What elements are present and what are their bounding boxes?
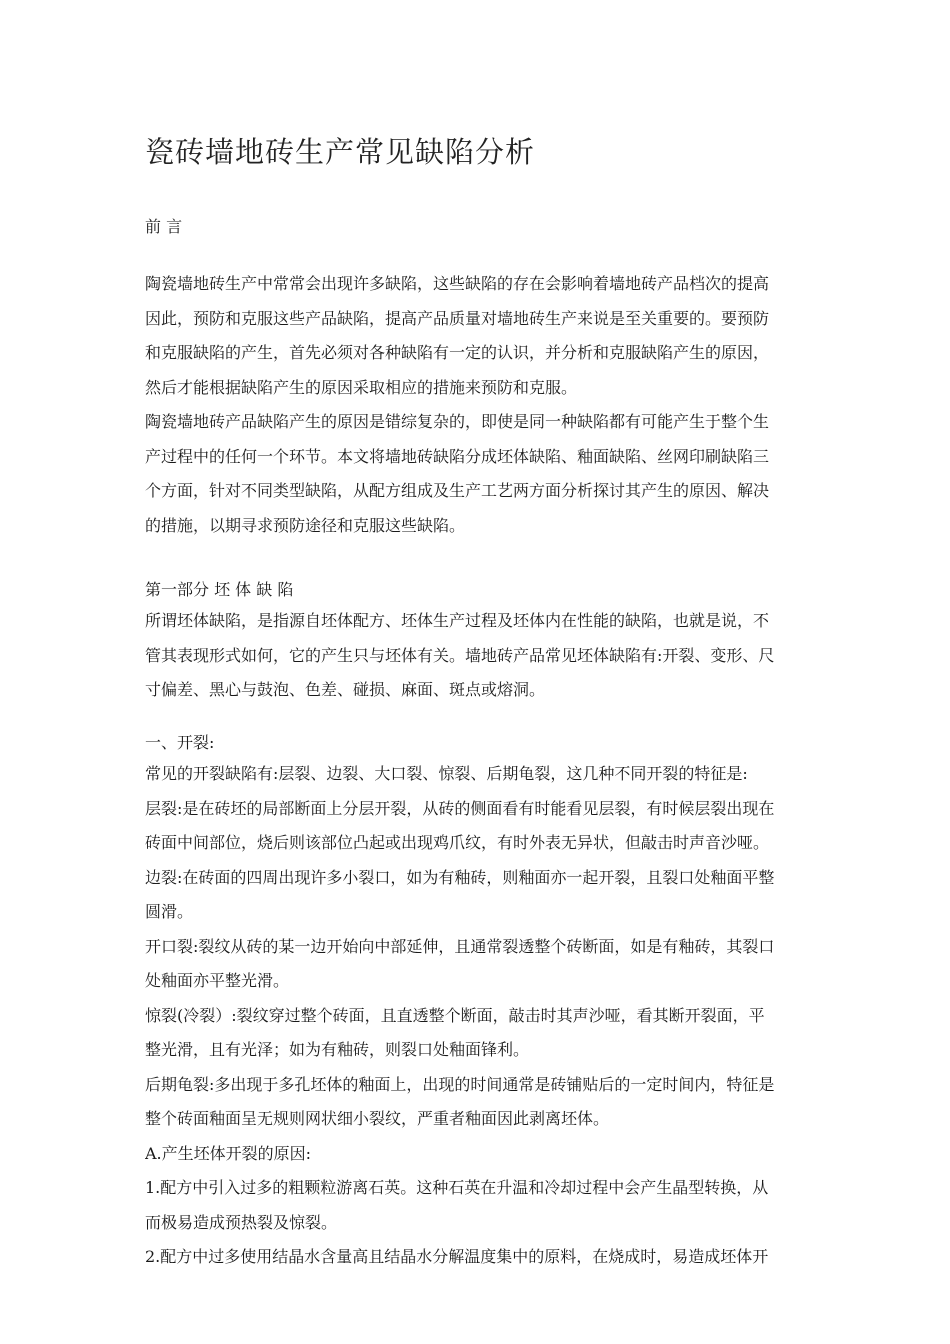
text-line: 陶瓷墙地砖产品缺陷产生的原因是错综复杂的，即使是同一种缺陷都有可能产生于整个生 [145,412,770,431]
preface-body [145,267,810,543]
text-line: A.产生坯体开裂的原因: [145,1143,312,1163]
crack-heading: 一、开裂: [145,733,215,752]
text-line: 层裂:是在砖坯的局部断面上分层开裂，从砖的侧面看有时能看见层裂，有时候层裂出现在 [145,798,775,818]
text-line: 边裂:在砖面的四周出现许多小裂口，如为有釉砖，则釉面亦一起开裂，且裂口处釉面平整 [145,867,775,887]
text-line: 常见的开裂缺陷有:层裂、边裂、大口裂、惊裂、后期龟裂，这几种不同开裂的特征是: [145,764,748,783]
text-line: 后期龟裂:多出现于多孔坯体的釉面上，出现的时间通常是砖铺贴后的一定时间内，特征是 [145,1074,775,1094]
text-line: 寸偏差、黑心与鼓泡、色差、碰损、麻面、斑点或熔洞。 [145,680,546,699]
text-line: 个方面，针对不同类型缺陷，从配方组成及生产工艺两方面分析探讨其产生的原因、解决 [145,481,770,500]
text-line: 然后才能根据缺陷产生的原因采取相应的措施来预防和克服。 [145,377,578,397]
text-line: 的措施，以期寻求预防途径和克服这些缺陷。 [145,515,466,535]
part1-heading: 第一部分 坯 体 缺 陷 [145,580,294,599]
text-line: 惊裂(冷裂）:裂纹穿过整个砖面，且直透整个断面，敲击时其声沙哑，看其断开裂面，平 [145,1005,765,1025]
text-line: 圆滑。 [145,902,194,921]
crack-body [145,757,810,1275]
text-line: 砖面中间部位，烧后则该部位凸起或出现鸡爪纹，有时外表无异状，但敲击时声音沙哑。 [145,833,770,852]
text-line: 所谓坯体缺陷，是指源自坯体配方、坯体生产过程及坯体内在性能的缺陷，也就是说，不 [145,611,770,630]
text-line: 管其表现形式如何，它的产生只与坯体有关。墙地砖产品常见坯体缺陷有:开裂、变形、尺 [145,645,775,665]
text-line: 陶瓷墙地砖生产中常常会出现许多缺陷，这些缺陷的存在会影响着墙地砖产品档次的提高 [145,274,770,293]
document-title: 瓷砖墙地砖生产常见缺陷分析 [145,135,536,169]
preface-paragraph-2 [145,405,810,543]
text-line: 2.配方中过多使用结晶水含量高且结晶水分解温度集中的原料，在烧成时，易造成坯体开 [145,1247,769,1266]
text-line: 而极易造成预热裂及惊裂。 [145,1212,338,1232]
part1-intro [145,604,810,708]
text-line: 整光滑，且有光泽；如为有釉砖，则裂口处釉面锋利。 [145,1040,530,1059]
text-line: 1.配方中引入过多的粗颗粒游离石英。这种石英在升温和冷却过程中会产生晶型转换，从 [145,1178,769,1197]
preface-paragraph-1 [145,267,810,405]
text-line: 产过程中的任何一个环节。本文将墙地砖缺陷分成坯体缺陷、釉面缺陷、丝网印刷缺陷三 [145,446,770,466]
text-line: 整个砖面釉面呈无规则网状细小裂纹，严重者釉面因此剥离坯体。 [145,1109,610,1128]
preface-heading: 前 言 [145,217,183,236]
text-line: 处釉面亦平整光滑。 [145,971,290,990]
text-line: 和克服缺陷的产生，首先必须对各种缺陷有一定的认识，并分析和克服缺陷产生的原因， [145,343,770,362]
text-line: 因此，预防和克服这些产品缺陷，提高产品质量对墙地砖生产来说是至关重要的。要预防 [145,308,770,328]
text-line: 开口裂:裂纹从砖的某一边开始向中部延伸，且通常裂透整个砖断面，如是有釉砖，其裂口 [145,936,775,956]
